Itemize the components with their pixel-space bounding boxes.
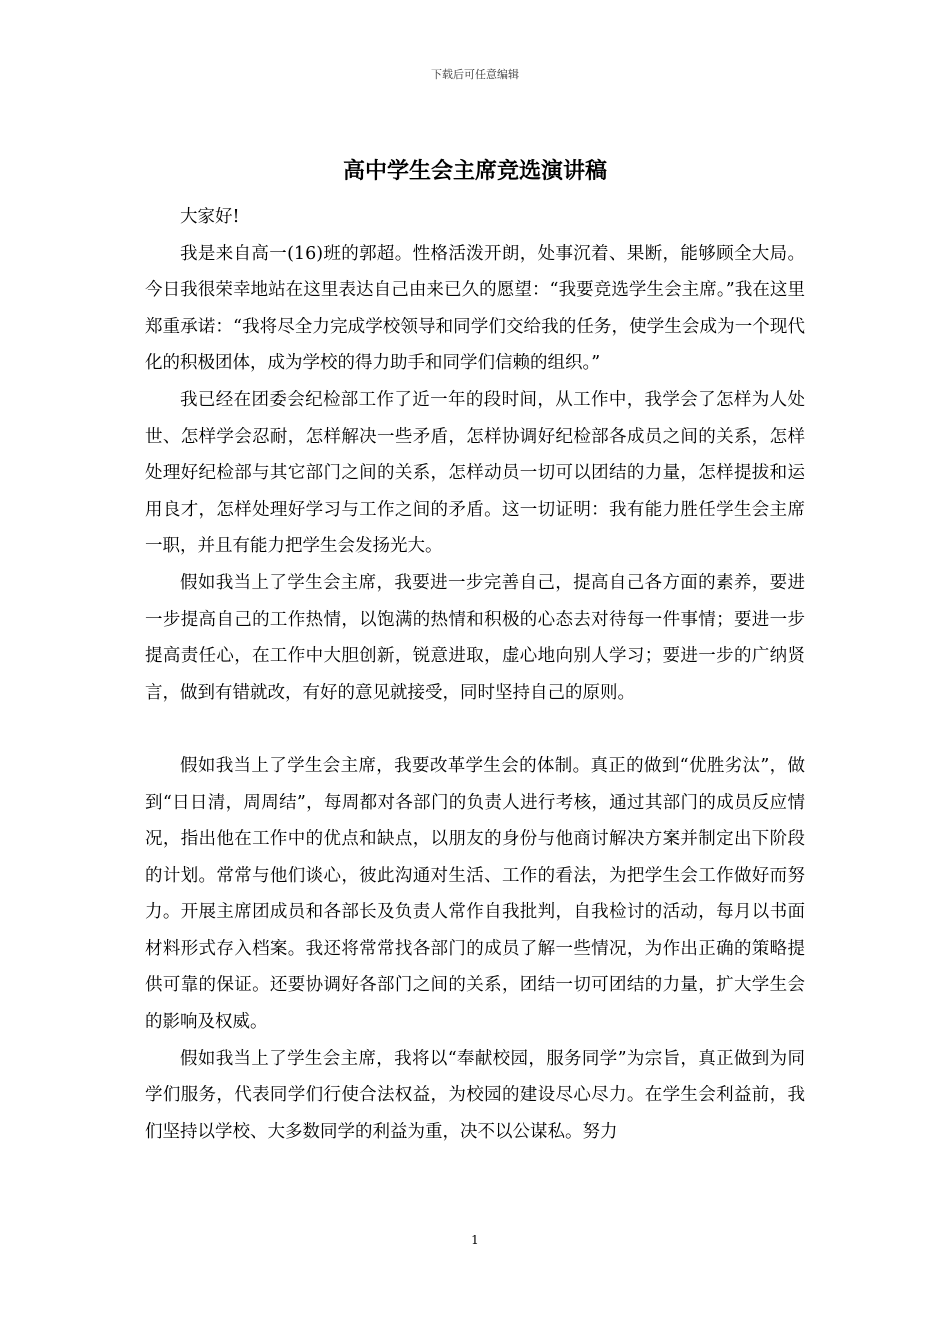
paragraph-introduction: 我是来自高一(16)班的郭超。性格活泼开朗，处事沉着、果断，能够顾全大局。今日我很荣幸地站在这里表达自己由来已久的愿望：“我要竞选学生会主席。”我在这里郑重承诺：“我将尽全力完成学校领导和同学们交给我的任务，使学生会成为一个现代化的积极团体，成为学校的得力助手和同学们信赖的组织。”: [145, 243, 805, 374]
document-title: 高中学生会主席竞选演讲稿: [342, 158, 607, 184]
paragraph-reform: 假如我当上了学生会主席，我要改革学生会的体制。真正的做到“优胜劣汰”，做到“日日清，周周结”，每周都对各部门的负责人进行考核，通过其部门的成员反应情况，指出他在工作中的优点和缺点，以朋友的身份与他商讨解决方案并制定出下阶段的计划。常常与他们谈心，彼此沟通对生活、工作的看法，为把学生会工作做好而努力。开展主席团成员和各部长及负责人常作自我批判，自我检讨的活动，每月以书面材料形式存入档案。我还将常常找各部门的成员了解一些情况，为作出正确的策略提供可靠的保证。还要协调好各部门之间的关系，团结一切可团结的力量，扩大学生会的影响及权威。: [145, 755, 805, 1033]
paragraph-self-improvement: 假如我当上了学生会主席，我要进一步完善自己，提高自己各方面的素养，要进一步提高自己的工作热情，以饱满的热情和积极的心态去对待每一件事情；要进一步提高责任心，在工作中大胆创新，锐意进取，虚心地向别人学习；要进一步的广纳贤言，做到有错就改，有好的意见就接受，同时坚持自己的原则。: [145, 572, 805, 703]
header-note: 下载后可任意编辑: [431, 68, 519, 81]
paragraph-greeting: 大家好!: [180, 207, 240, 227]
page-number: 1: [471, 1233, 479, 1247]
document-body: [145, 199, 805, 1150]
paragraph-experience: 我已经在团委会纪检部工作了近一年的段时间，从工作中，我学会了怎样为人处世、怎样学会忍耐，怎样解决一些矛盾，怎样协调好纪检部各成员之间的关系，怎样处理好纪检部与其它部门之间的关系，怎样动员一切可以团结的力量，怎样提拔和运用良才，怎样处理好学习与工作之间的矛盾。这一切证明：我有能力胜任学生会主席一职，并且有能力把学生会发扬光大。: [145, 389, 805, 557]
paragraph-service: 假如我当上了学生会主席，我将以“奉献校园，服务同学”为宗旨，真正做到为同学们服务，代表同学们行使合法权益，为校园的建设尽心尽力。在学生会利益前，我们坚持以学校、大多数同学的利益为重，决不以公谋私。努力: [145, 1048, 805, 1142]
paragraph-spacer: [145, 711, 805, 748]
